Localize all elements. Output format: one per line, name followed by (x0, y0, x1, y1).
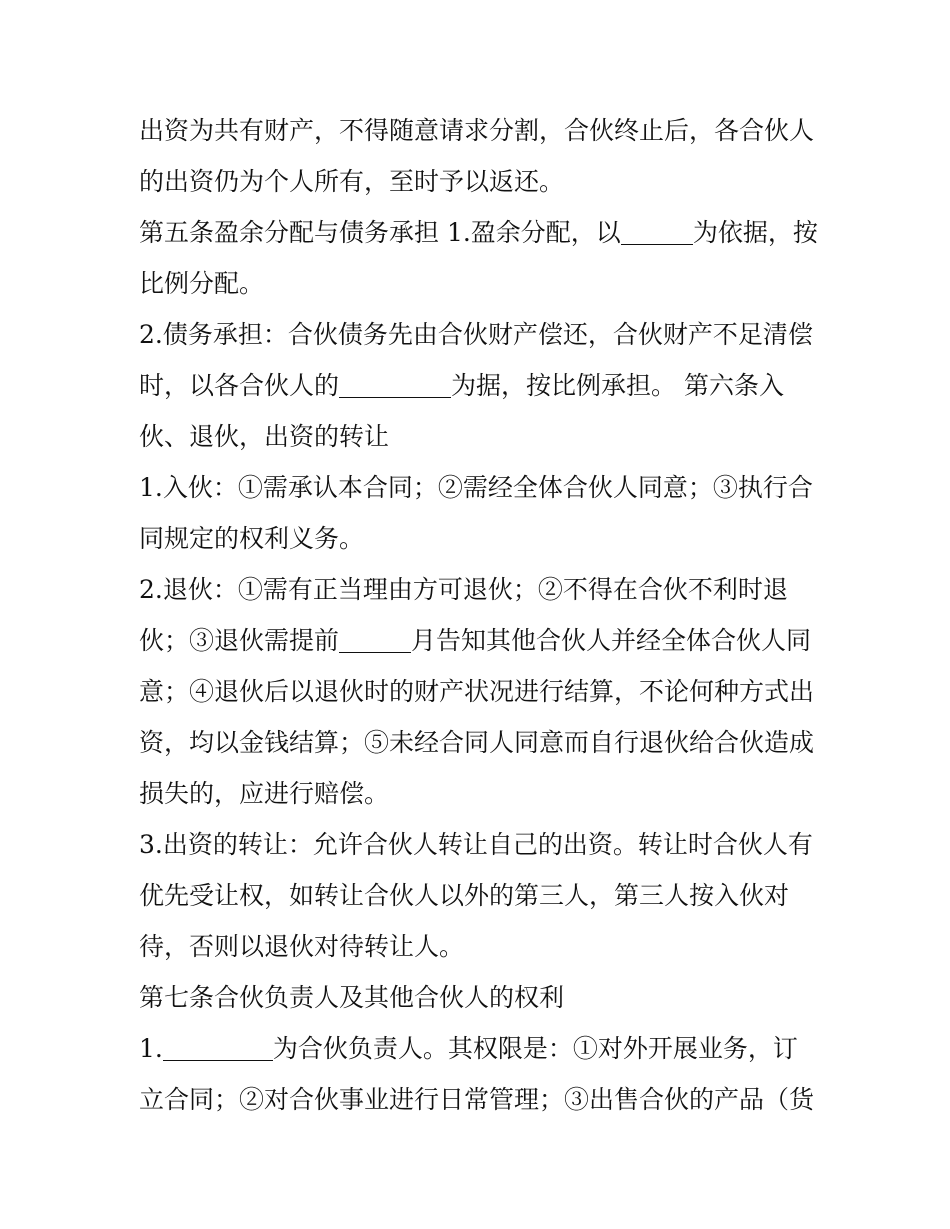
line-text: 为据，按比例承担。 第六条入 (451, 371, 784, 400)
line-text: 2.退伙：①需有正当理由方可退伙；②不得在合伙不利时退 (139, 575, 788, 604)
text-line (139, 717, 819, 768)
line-text: 1.入伙：①需承认本合同；②需经全体合伙人同意；③执行合 (139, 473, 813, 502)
text-line (139, 360, 819, 411)
line-text: 为依据，按 (692, 218, 818, 247)
text-line (139, 309, 819, 360)
line-text: 比例分配。 (139, 269, 265, 298)
text-line (139, 666, 819, 717)
line-text: 第七条合伙负责人及其他合伙人的权利 (139, 983, 565, 1012)
fill-in-blank (339, 624, 411, 653)
text-line (139, 870, 819, 921)
line-text: 的出资仍为个人所有，至时予以返还。 (139, 167, 565, 196)
line-text: 1. (139, 1034, 163, 1063)
line-text: 3.出资的转让：允许合伙人转让自己的出资。转让时合伙人有 (139, 830, 813, 859)
text-line (139, 105, 819, 156)
line-text: 意；④退伙后以退伙时的财产状况进行结算，不论何种方式出 (139, 677, 815, 706)
text-line (139, 462, 819, 513)
text-line (139, 921, 819, 972)
line-text: 为合伙负责人。其权限是：①对外开展业务，订 (272, 1034, 798, 1063)
fill-in-blank (163, 1032, 273, 1061)
text-line (139, 513, 819, 564)
text-line (139, 258, 819, 309)
text-line (139, 768, 819, 819)
document-body (139, 105, 819, 1125)
fill-in-blank (621, 216, 693, 245)
line-text: 待，否则以退伙对待转让人。 (139, 932, 465, 961)
line-text: 时，以各合伙人的 (139, 371, 340, 400)
text-line (139, 615, 819, 666)
text-line (139, 819, 819, 870)
fill-in-blank (339, 369, 451, 398)
line-text: 损失的，应进行赔偿。 (139, 779, 390, 808)
line-text: 资，均以金钱结算；⑤未经合同人同意而自行退伙给合伙造成 (139, 728, 815, 757)
text-line (139, 1023, 819, 1074)
text-line (139, 411, 819, 462)
line-text: 月告知其他合伙人并经全体合伙人同 (411, 626, 812, 655)
line-text: 第五条盈余分配与债务承担 1.盈余分配，以 (139, 218, 621, 247)
text-line (139, 207, 819, 258)
line-text: 伙、退伙，出资的转让 (139, 422, 390, 451)
text-line (139, 156, 819, 207)
line-text: 优先受让权，如转让合伙人以外的第三人，第三人按入伙对 (139, 881, 790, 910)
line-text: 2.债务承担：合伙债务先由合伙财产偿还，合伙财产不足清偿 (139, 320, 813, 349)
text-line (139, 564, 819, 615)
text-line (139, 972, 819, 1023)
line-text: 出资为共有财产，不得随意请求分割，合伙终止后，各合伙人 (139, 116, 815, 145)
line-text: 同规定的权利义务。 (139, 524, 365, 553)
line-text: 伙；③退伙需提前 (139, 626, 340, 655)
line-text: 立合同；②对合伙事业进行日常管理；③出售合伙的产品（货 (139, 1085, 815, 1114)
text-line (139, 1074, 819, 1125)
